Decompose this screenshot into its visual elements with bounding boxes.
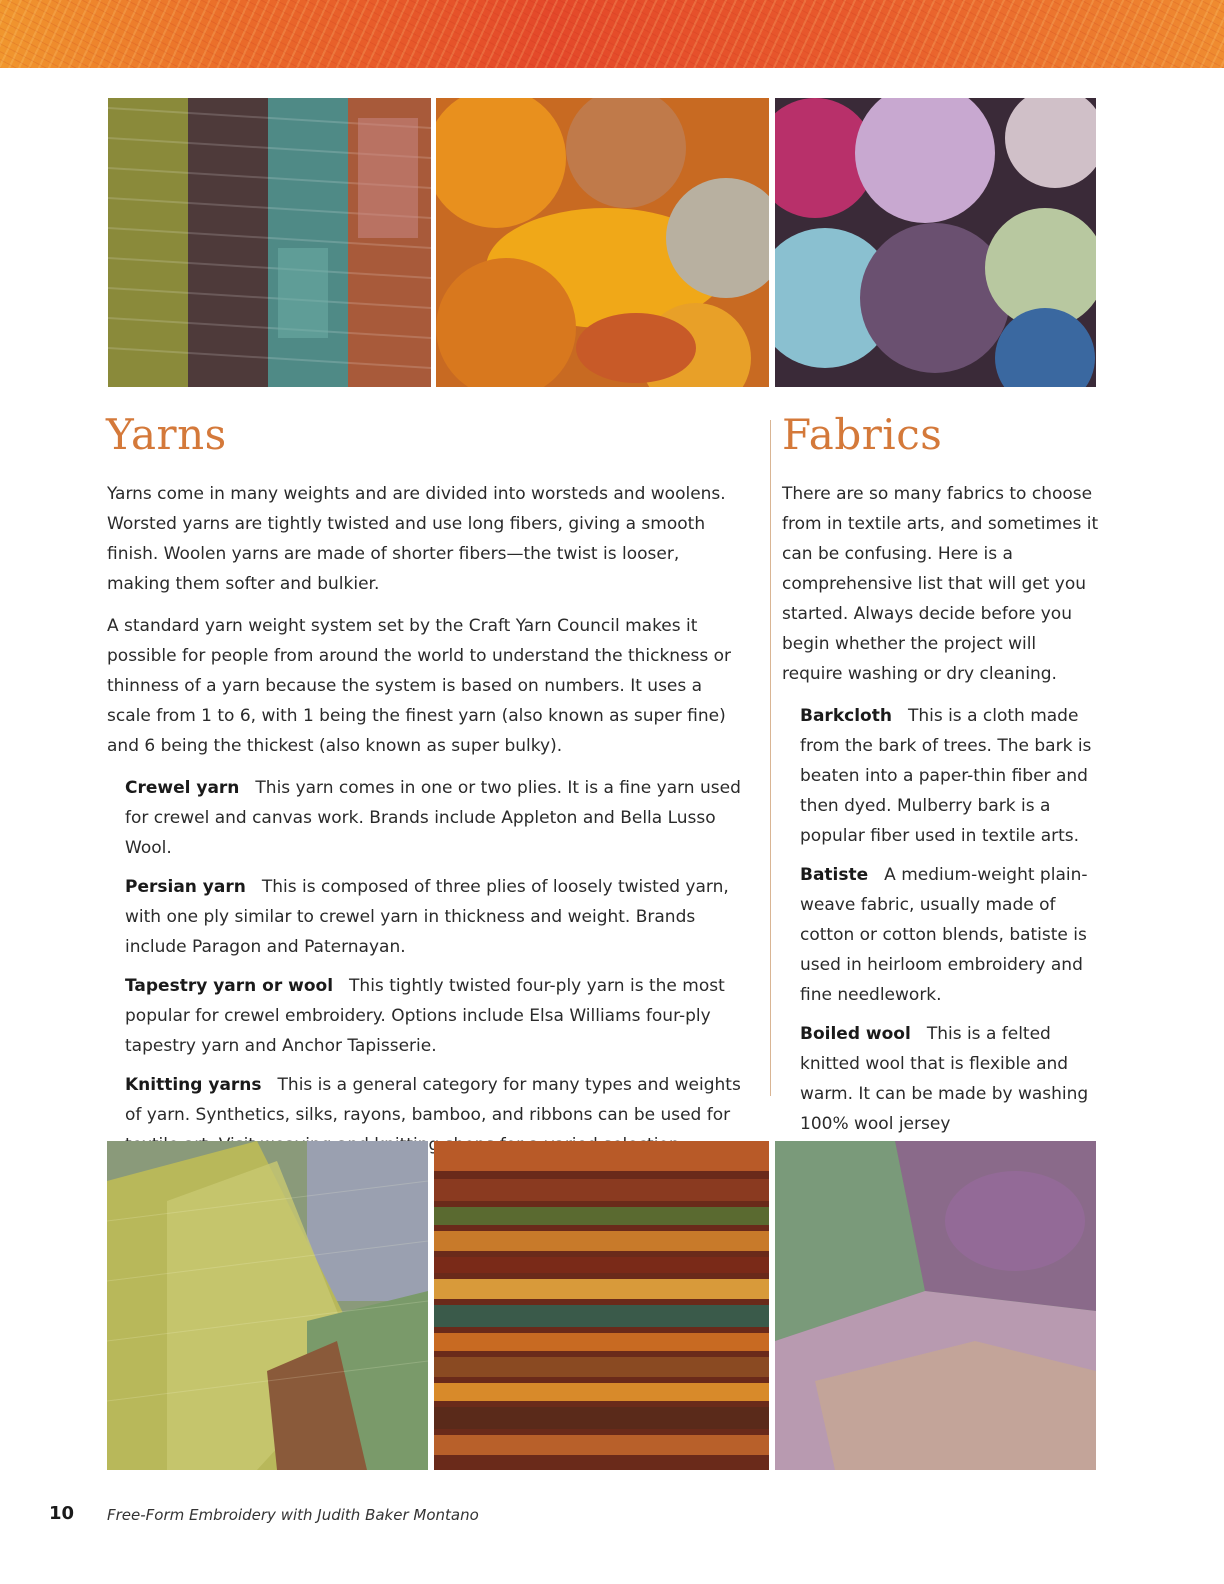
entry-term: Barkcloth	[800, 706, 892, 726]
entry-text: This yarn comes in one or two plies. It is a fine yarn used for crewel and canvas work. Brands include Appleton and Bella Lusso Wool.	[125, 778, 741, 858]
entry-term: Persian yarn	[125, 877, 246, 897]
fabric-entry-batiste	[800, 860, 1100, 1010]
yarns-column	[107, 479, 747, 1169]
photo-orange-yarn-hanks	[436, 98, 769, 387]
fabric-entry-barkcloth	[800, 701, 1100, 851]
entry-text: A medium-weight plain-weave fabric, usually made of cotton or cotton blends, batiste is used in heirloom embroidery and fine needlework.	[800, 865, 1088, 1005]
photo-cheesecloth-fabric	[107, 1141, 428, 1470]
fabrics-intro-paragraph: There are so many fabrics to choose from in textile arts, and sometimes it can be confusing. Here is a comprehensive list that will get you started. Always decide before you begin whether the project will require washing or dry cleaning.	[782, 484, 1099, 684]
entry-term: Crewel yarn	[125, 778, 240, 798]
entry-term: Batiste	[800, 865, 869, 885]
yarns-weight-paragraph: A standard yarn weight system set by the Craft Yarn Council makes it possible for people from around the world to understand the thickness or thinness of a yarn because the system is based on numbers. It uses a scale from 1 to 6, with 1 being the finest yarn (also known as super fine) and 6 being the thickest (also known as super bulky).	[107, 616, 732, 756]
yarns-intro-paragraph: Yarns come in many weights and are divided into worsteds and woolens. Worsted yarns are tightly twisted and use long fibers, giving a smooth finish. Woolen yarns are made of shorter fibers—the twist is looser, making them softer and bulkier.	[107, 484, 726, 594]
fabrics-heading: Fabrics	[782, 410, 943, 459]
yarns-heading: Yarns	[106, 410, 227, 459]
photo-stacked-batik-fabrics	[434, 1141, 769, 1470]
entry-text: This is a general category for many types and weights of yarn. Synthetics, silks, rayons, bamboo, and ribbons can be used for	[125, 1075, 741, 1125]
entry-text: This is composed of three plies of loosely twisted yarn, with one ply similar to crewel yarn in thickness and weight. Brands include Paragon and Paternayan.	[125, 877, 729, 957]
decorative-banner	[0, 0, 1224, 68]
entry-text: This tightly twisted four-ply yarn is the most popular for crewel embroidery. Options include Elsa Williams four-ply tapestry yarn and Anchor Tapisserie.	[125, 976, 725, 1056]
entry-text: This is a cloth made from the bark of trees. The bark is beaten into a paper-thin fiber and then dyed. Mulberry bark is a popular fiber used in textile arts.	[800, 706, 1092, 846]
column-divider	[770, 420, 771, 1096]
photo-wound-yarn-skeins	[108, 98, 431, 387]
photo-yarn-balls	[775, 98, 1096, 387]
yarn-entry-crewel	[125, 773, 747, 863]
running-head: Free-Form Embroidery with Judith Baker Montano	[107, 1506, 479, 1524]
entry-term: Boiled wool	[800, 1024, 911, 1044]
entry-text: This is a felted knitted wool that is flexible and warm. It can be made by washing 100% wool jersey	[800, 1024, 1089, 1134]
yarn-entry-tapestry	[125, 971, 747, 1061]
entry-term: Tapestry yarn or wool	[125, 976, 334, 996]
page-number: 10	[49, 1503, 75, 1524]
entry-term: Knitting yarns	[125, 1075, 262, 1095]
fabrics-column	[782, 479, 1100, 1148]
fabric-entry-boiled-wool	[800, 1019, 1100, 1139]
photo-hand-dyed-silk	[775, 1141, 1096, 1470]
yarn-entry-persian	[125, 872, 747, 962]
